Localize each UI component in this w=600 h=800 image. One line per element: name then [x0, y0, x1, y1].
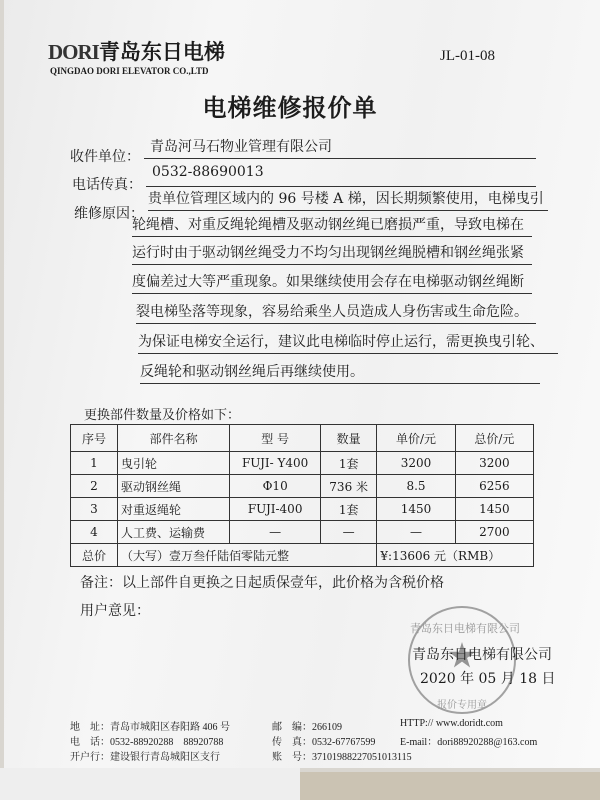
- cell-unit-price: —: [377, 521, 455, 544]
- table-row: [71, 452, 534, 475]
- cell-unit-price: 3200: [377, 452, 455, 475]
- footer-email: E-mail：dori88920288@163.com: [400, 737, 538, 748]
- document-number: JL-01-08: [440, 48, 495, 64]
- cell-model: —: [230, 521, 321, 544]
- phone-value: 0532-88690013: [146, 164, 536, 187]
- table-row: [71, 475, 534, 498]
- reason-line: 裂电梯坠落等现象，容易给乘坐人员造成人身伤害或生命危险。: [136, 301, 536, 324]
- cell-qty: 1套: [320, 452, 376, 475]
- cell-no: 1: [71, 452, 118, 475]
- footer-postcode: 邮 编：266109: [272, 722, 342, 733]
- background-surface: [300, 772, 600, 800]
- reason-line: 贵单位管理区域内的 96 号楼 A 梯，因长期频繁使用，电梯曳引: [148, 188, 548, 211]
- cell-qty: 736 米: [320, 475, 376, 498]
- cell-no: 3: [71, 498, 118, 521]
- footer-website: HTTP:// www.doridt.com: [400, 718, 503, 729]
- seal-text-top: 青岛东日电梯有限公司: [410, 622, 520, 635]
- cell-no: 4: [71, 521, 118, 544]
- phone-label: 电话传真：: [72, 177, 142, 193]
- parts-caption: 更换部件数量及价格如下：: [84, 408, 241, 423]
- recipient-value: 青岛河马石物业管理有限公司: [144, 136, 536, 159]
- cell-total: 3200: [455, 452, 533, 475]
- footer-tel: 电 话：0532-88920288 88920788: [70, 737, 224, 748]
- user-opinion-label: 用户意见：: [80, 603, 150, 619]
- header-cell: 型 号: [230, 425, 321, 452]
- cell-model: FUJI-400: [230, 498, 321, 521]
- logo-brand: DORI: [48, 40, 99, 64]
- reason-line: 反绳轮和驱动钢丝绳后再继续使用。: [140, 361, 540, 384]
- cell-part: 曳引轮: [118, 452, 230, 475]
- cell-unit-price: 8.5: [377, 475, 455, 498]
- cell-total: 1450: [455, 498, 533, 521]
- total-amount: ¥:13606 元（RMB）: [377, 544, 534, 567]
- footer-bank: 开户行：建设银行青岛城阳区支行: [70, 752, 220, 763]
- header-cell: 部件名称: [118, 425, 230, 452]
- footer-fax: 传 真：0532-67767599: [272, 737, 376, 748]
- header-cell: 序号: [71, 425, 118, 452]
- logo-cn: 青岛东日电梯: [98, 39, 225, 64]
- cell-qty: —: [320, 521, 376, 544]
- document-title: 电梯维修报价单: [202, 93, 378, 122]
- reason-line: 度偏差过大等严重现象。如果继续使用会存在电梯驱动钢丝绳断: [132, 271, 532, 294]
- header-cell: 单价/元: [377, 425, 455, 452]
- table-row: [71, 521, 534, 544]
- total-label: 总价: [71, 544, 118, 567]
- parts-table: [70, 424, 534, 567]
- footer-address: 地 址：青岛市城阳区春阳路 406 号: [70, 722, 230, 733]
- company-logo: [48, 36, 225, 66]
- remark: 备注：以上部件自更换之日起质保壹年，此价格为含税价格: [80, 575, 444, 591]
- cell-model: FUJI- Y400: [230, 452, 321, 475]
- reason-line: 轮绳槽、对重反绳轮绳槽及驱动钢丝绳已磨损严重，导致电梯在: [132, 214, 532, 237]
- signature-date: 2020 年 05 月 18 日: [420, 671, 556, 687]
- cell-part: 人工费、运输费: [118, 521, 230, 544]
- total-row: [71, 544, 534, 567]
- cell-unit-price: 1450: [377, 498, 455, 521]
- cell-no: 2: [71, 475, 118, 498]
- header-cell: 总价/元: [455, 425, 533, 452]
- table-header-row: [71, 425, 534, 452]
- reason-label: 维修原因：: [74, 206, 144, 222]
- header-cell: 数量: [320, 425, 376, 452]
- table-row: [71, 498, 534, 521]
- seal-text-bottom: 报价专用章: [437, 700, 487, 711]
- cell-total: 6256: [455, 475, 533, 498]
- cell-qty: 1套: [320, 498, 376, 521]
- recipient-label: 收件单位：: [70, 149, 140, 165]
- cell-part: 对重返绳轮: [118, 498, 230, 521]
- total-words: （大写）壹万叁仟陆佰零陆元整: [118, 544, 377, 567]
- underlying-paper: [0, 768, 300, 800]
- cell-model: Φ10: [230, 475, 321, 498]
- reason-line: 为保证电梯安全运行，建议此电梯临时停止运行，需更换曳引轮、: [138, 331, 558, 354]
- cell-total: 2700: [455, 521, 533, 544]
- footer-account: 账 号：37101988227051013115: [272, 752, 412, 763]
- reason-line: 运行时由于驱动钢丝绳受力不均匀出现钢丝绳脱槽和钢丝绳张紧: [132, 242, 532, 265]
- cell-part: 驱动钢丝绳: [118, 475, 230, 498]
- logo-en: QINGDAO DORI ELEVATOR CO.,LTD: [50, 66, 209, 76]
- signature-company: 青岛东日电梯有限公司: [412, 647, 552, 663]
